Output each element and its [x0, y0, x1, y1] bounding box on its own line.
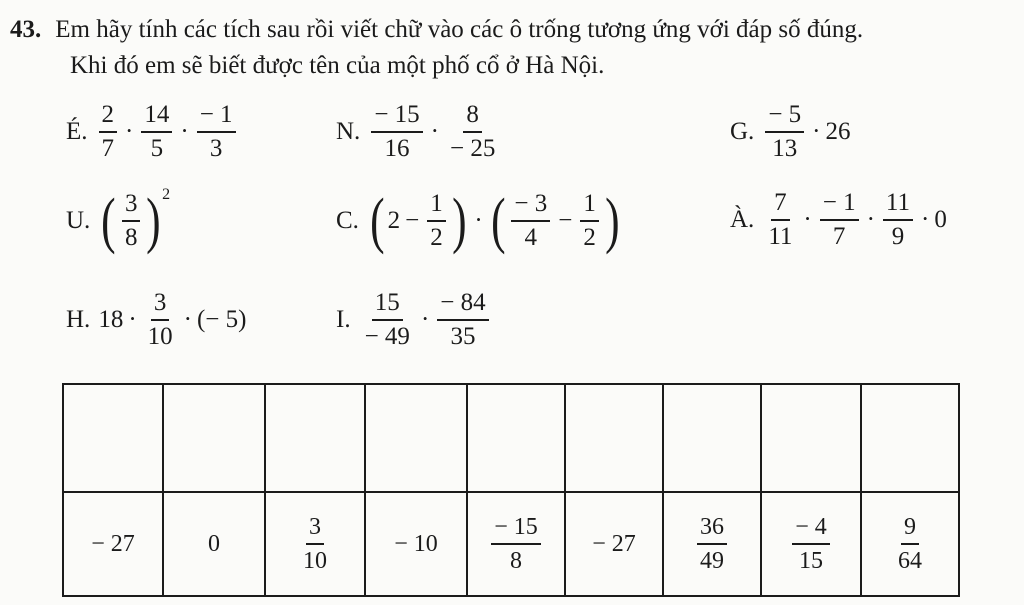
fraction [371, 102, 422, 162]
exercise-a [730, 190, 947, 250]
right-paren: ) [604, 187, 620, 255]
fraction [765, 190, 795, 250]
denominator: 10 [303, 548, 327, 574]
denominator: 15 [798, 548, 823, 574]
answer-fraction [491, 514, 541, 574]
exponent: 2 [162, 186, 171, 203]
denominator: 64 [898, 548, 922, 574]
letter-cell[interactable] [565, 384, 663, 492]
term-value: 2 [387, 207, 401, 234]
problem-header [10, 12, 1020, 84]
multiply-sign: · [420, 306, 430, 333]
denominator: 7 [832, 223, 846, 250]
numerator: − 1 [197, 102, 236, 133]
fraction [427, 191, 446, 251]
answer-cell [663, 492, 761, 596]
numerator: 36 [697, 514, 727, 545]
numerator: − 4 [792, 514, 830, 545]
factor-value: 26 [825, 118, 851, 145]
denominator: 13 [772, 135, 798, 162]
numerator: − 5 [765, 102, 804, 133]
answer-cell [365, 492, 467, 596]
numerator: − 15 [371, 102, 422, 133]
denominator: 7 [101, 135, 115, 162]
fraction [145, 290, 176, 350]
denominator: 8 [509, 548, 522, 574]
answer-cell [861, 492, 959, 596]
denominator: 8 [124, 224, 138, 251]
answer-cell [565, 492, 663, 596]
fraction [883, 190, 913, 250]
answer-cell [63, 492, 163, 596]
multiply-sign: · [803, 206, 812, 233]
answer-value: − 10 [394, 530, 438, 557]
letter-cell[interactable] [861, 384, 959, 492]
multiply-sign: · [180, 118, 189, 145]
exercise-label: C. [336, 207, 359, 234]
answer-value: 0 [208, 530, 220, 557]
answer-fraction [895, 514, 925, 574]
minus-sign: − [558, 207, 573, 234]
letter-cell[interactable] [663, 384, 761, 492]
denominator: 2 [583, 224, 596, 251]
numerator: 2 [99, 102, 118, 133]
letter-cell[interactable] [467, 384, 565, 492]
fraction [820, 190, 859, 250]
numerator: 15 [372, 290, 403, 321]
exercise-label: G. [730, 118, 755, 145]
factor-value: 18 [98, 306, 124, 333]
exercise-i [336, 290, 492, 350]
denominator: 10 [147, 323, 173, 350]
exercise-u [66, 186, 171, 255]
numerator: 7 [771, 190, 790, 221]
numerator: 8 [463, 102, 482, 133]
factor-value: 0 [934, 206, 947, 233]
exercise-n [336, 102, 501, 162]
numerator: − 15 [491, 514, 541, 545]
multiply-sign: · [125, 118, 134, 145]
letter-cell[interactable] [365, 384, 467, 492]
denominator: 2 [430, 224, 443, 251]
answer-cell [467, 492, 565, 596]
left-paren: ( [370, 187, 385, 255]
answer-value: − 27 [91, 530, 135, 557]
denominator: 49 [700, 548, 724, 574]
answer-fraction [792, 514, 830, 574]
right-paren: ) [451, 187, 467, 255]
factor-value: (− 5) [196, 306, 247, 333]
instruction-line-1: Em hãy tính các tích sau rồi viết chữ vào các ô trống tương ứng với đáp số đúng. [55, 16, 864, 43]
numerator: 3 [151, 290, 170, 321]
exercise-g [730, 102, 851, 162]
denominator: 4 [524, 224, 538, 251]
exercise-label: H. [66, 306, 91, 333]
answer-cell [761, 492, 861, 596]
answer-table [62, 383, 960, 597]
exercise-e [66, 102, 239, 162]
exercise-label: À. [730, 206, 755, 233]
denominator: 9 [891, 223, 905, 250]
denominator: 11 [768, 223, 793, 250]
fraction [141, 102, 172, 162]
multiply-sign: · [430, 118, 439, 145]
fraction [765, 102, 804, 162]
answer-row [63, 492, 959, 596]
denominator: 16 [384, 135, 410, 162]
denominator: 3 [209, 135, 223, 162]
exercise-label: U. [66, 207, 91, 234]
fraction [362, 290, 413, 350]
multiply-sign: · [183, 306, 192, 333]
answer-fraction [300, 514, 330, 574]
fraction [99, 102, 118, 162]
numerator: 3 [122, 191, 141, 222]
multiply-sign: · [128, 306, 137, 333]
numerator: 1 [580, 191, 599, 222]
denominator: − 25 [450, 135, 496, 162]
fraction [447, 102, 498, 162]
answer-cell [265, 492, 365, 596]
multiply-sign: · [866, 206, 875, 233]
letter-cell[interactable] [761, 384, 861, 492]
letter-row [63, 384, 959, 492]
fraction [197, 102, 236, 162]
numerator: 3 [306, 514, 324, 545]
exercise-label: N. [336, 118, 361, 145]
left-paren: ( [101, 187, 116, 255]
denominator: 35 [450, 323, 476, 350]
numerator: − 1 [820, 190, 859, 221]
fraction [580, 191, 599, 251]
denominator: − 49 [364, 323, 410, 350]
numerator: 9 [901, 514, 919, 545]
multiply-sign: · [812, 118, 821, 145]
numerator: 1 [427, 191, 446, 222]
fraction [437, 290, 488, 350]
numerator: − 84 [437, 290, 488, 321]
answer-cell [163, 492, 265, 596]
multiply-sign: · [474, 207, 483, 234]
denominator: 5 [150, 135, 164, 162]
exercise-label: É. [66, 118, 88, 145]
letter-cell[interactable] [63, 384, 163, 492]
instruction-line-2: Khi đó em sẽ biết được tên của một phố cổ ở Hà Nội. [70, 52, 605, 79]
minus-sign: − [405, 207, 420, 234]
answer-value: − 27 [592, 530, 636, 557]
exercise-c [336, 187, 622, 255]
numerator: 14 [141, 102, 172, 133]
fraction [122, 191, 141, 251]
multiply-sign: · [920, 206, 930, 233]
problem-number: 43. [10, 16, 42, 43]
exercise-h [66, 290, 246, 350]
right-paren: ) [146, 187, 162, 255]
left-paren: ( [490, 187, 506, 255]
exercise-label: I. [336, 306, 351, 333]
letter-cell[interactable] [163, 384, 265, 492]
letter-cell[interactable] [265, 384, 365, 492]
fraction [511, 191, 550, 251]
answer-fraction [697, 514, 727, 574]
numerator: 11 [883, 190, 913, 221]
numerator: − 3 [511, 191, 550, 222]
